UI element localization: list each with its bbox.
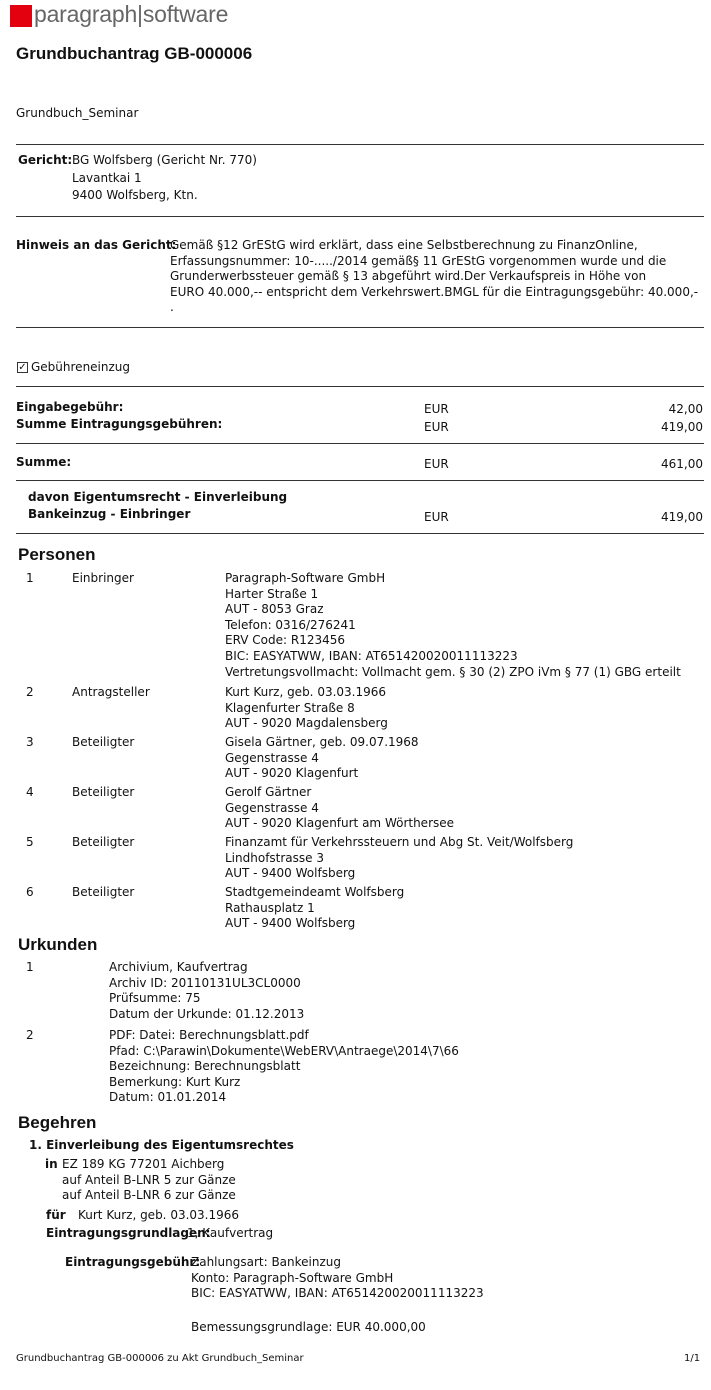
eintragungsgebuehr-line: Konto: Paragraph-Software GmbH bbox=[191, 1270, 394, 1285]
gebuehreneinzug-label: Gebühreneinzug bbox=[31, 360, 131, 374]
begehren-fuer-value: Kurt Kurz, geb. 03.03.1966 bbox=[78, 1208, 240, 1222]
person-role: Antragsteller bbox=[72, 685, 150, 699]
person-line: Harter Straße 1 bbox=[225, 586, 319, 601]
urkunde-nr: 1 bbox=[26, 960, 34, 974]
person-nr: 6 bbox=[26, 885, 34, 899]
urkunde-line: Bemerkung: Kurt Kurz bbox=[109, 1074, 241, 1089]
person-role: Beteiligter bbox=[72, 735, 135, 749]
urkunde-line: Bezeichnung: Berechnungsblatt bbox=[109, 1059, 301, 1074]
person-nr: 3 bbox=[26, 735, 34, 749]
person-line: Gegenstrasse 4 bbox=[225, 750, 319, 765]
summe-amount: 461,00 bbox=[661, 457, 703, 471]
urkunde-line: Archiv ID: 20110131UL3CL0000 bbox=[109, 975, 301, 990]
urkunde-line: Pfad: C:\Parawin\Dokumente\WebERV\Antraege\2014\7\66 bbox=[109, 1043, 459, 1058]
divider bbox=[16, 386, 704, 387]
gericht-label: Gericht: bbox=[18, 153, 73, 167]
begehren-in-label: in bbox=[45, 1157, 58, 1171]
person-line: Paragraph-Software GmbH bbox=[225, 571, 386, 585]
hinweis-label: Hinweis an das Gericht: bbox=[16, 238, 177, 252]
begehren-in-line: auf Anteil B-LNR 5 zur Gänze bbox=[62, 1172, 236, 1187]
urkunden-heading: Urkunden bbox=[18, 935, 98, 954]
begehren-item-title: 1. Einverleibung des Eigentumsrechtes bbox=[29, 1138, 294, 1152]
person-details bbox=[225, 735, 419, 782]
bemessungsgrundlage: Bemessungsgrundlage: EUR 40.000,00 bbox=[191, 1320, 426, 1334]
gericht-address bbox=[72, 153, 257, 204]
summe-eintragungsgebuehren-amount: 419,00 bbox=[661, 420, 703, 434]
person-nr: 5 bbox=[26, 835, 34, 849]
person-details bbox=[225, 835, 573, 882]
hinweis-line: Grunderwerbssteuer gemäß § 13 abgeführt wird.Der Verkaufspreis in Höhe von bbox=[170, 269, 647, 284]
person-line: AUT - 9020 Klagenfurt bbox=[225, 766, 359, 781]
page-number: 1/1 bbox=[684, 1353, 701, 1364]
summe-label: Summe: bbox=[16, 455, 72, 469]
person-line: Finanzamt für Verkehrssteuern und Abg St. Veit/Wolfsberg bbox=[225, 835, 574, 849]
eintragungsgrundlagen-value: 1, Kaufvertrag bbox=[187, 1226, 274, 1240]
person-details bbox=[225, 571, 681, 680]
eintragungsgebuehr-line: Zahlungsart: Bankeinzug bbox=[191, 1255, 341, 1269]
document-title: Grundbuchantrag GB-000006 bbox=[16, 44, 253, 63]
person-line: Kurt Kurz, geb. 03.03.1966 bbox=[225, 685, 387, 699]
person-line: Telefon: 0316/276241 bbox=[225, 617, 356, 632]
urkunde-line: Prüfsumme: 75 bbox=[109, 991, 201, 1006]
person-role: Einbringer bbox=[72, 571, 134, 585]
divider bbox=[16, 480, 704, 481]
hinweis-line: EURO 40.000,-- entspricht dem Verkehrswert.BMGL für die Eintragungsgebühr: 40.000,- bbox=[170, 284, 699, 299]
person-line: BIC: EASYATWW, IBAN: AT651420020011113223 bbox=[225, 648, 518, 663]
person-line: Stadtgemeindeamt Wolfsberg bbox=[225, 885, 405, 899]
person-details bbox=[225, 785, 454, 832]
eingabegebuehr-currency: EUR bbox=[424, 402, 449, 416]
urkunde-nr: 2 bbox=[26, 1028, 34, 1042]
divider bbox=[16, 443, 704, 444]
person-nr: 2 bbox=[26, 685, 34, 699]
person-line: AUT - 9400 Wolfsberg bbox=[225, 866, 356, 881]
footer-text: Grundbuchantrag GB-000006 zu Akt Grundbuch_Seminar bbox=[16, 1353, 304, 1364]
divider bbox=[16, 327, 704, 328]
eingabegebuehr-label: Eingabegebühr: bbox=[16, 400, 124, 414]
urkunde-line: PDF: Datei: Berechnungsblatt.pdf bbox=[109, 1028, 309, 1042]
summe-eintragungsgebuehren-label: Summe Eintragungsgebühren: bbox=[16, 417, 223, 431]
person-line: Klagenfurter Straße 8 bbox=[225, 700, 355, 715]
logo-square-icon bbox=[10, 5, 32, 27]
bankeinzug-label: Bankeinzug - Einbringer bbox=[28, 507, 191, 521]
divider bbox=[16, 144, 704, 145]
person-line: AUT - 8053 Graz bbox=[225, 602, 324, 617]
eingabegebuehr-amount: 42,00 bbox=[668, 402, 703, 416]
person-line: AUT - 9020 Magdalensberg bbox=[225, 716, 388, 731]
davon-currency: EUR bbox=[424, 510, 449, 524]
summe-eintragungsgebuehren-currency: EUR bbox=[424, 420, 449, 434]
person-line: AUT - 9020 Klagenfurt am Wörthersee bbox=[225, 816, 455, 831]
urkunde-details bbox=[109, 960, 304, 1022]
person-line: ERV Code: R123456 bbox=[225, 633, 346, 648]
hinweis-line: . bbox=[170, 300, 174, 315]
summe-currency: EUR bbox=[424, 457, 449, 471]
davon-amount: 419,00 bbox=[661, 510, 703, 524]
eintragungsgebuehr-label: Eintragungsgebühr: bbox=[65, 1255, 201, 1269]
divider bbox=[16, 216, 704, 217]
person-role: Beteiligter bbox=[72, 785, 135, 799]
person-nr: 4 bbox=[26, 785, 34, 799]
person-role: Beteiligter bbox=[72, 835, 135, 849]
begehren-in-details bbox=[62, 1157, 236, 1204]
person-line: AUT - 9400 Wolfsberg bbox=[225, 916, 356, 931]
person-line: Rathausplatz 1 bbox=[225, 900, 315, 915]
person-line: Lindhofstrasse 3 bbox=[225, 850, 324, 865]
person-line: Gegenstrasse 4 bbox=[225, 800, 319, 815]
divider bbox=[16, 533, 704, 534]
begehren-fuer-label: für bbox=[46, 1208, 66, 1222]
eintragungsgrundlagen-label: Eintragungsgrundlagen: bbox=[46, 1226, 211, 1240]
urkunde-line: Datum der Urkunde: 01.12.2013 bbox=[109, 1006, 305, 1021]
person-role: Beteiligter bbox=[72, 885, 135, 899]
eintragungsgebuehr-line: BIC: EASYATWW, IBAN: AT651420020011113223 bbox=[191, 1286, 484, 1301]
person-details bbox=[225, 685, 388, 732]
urkunde-line: Datum: 01.01.2014 bbox=[109, 1090, 227, 1105]
begehren-in-line: auf Anteil B-LNR 6 zur Gänze bbox=[62, 1188, 236, 1203]
eintragungsgebuehr-details bbox=[191, 1255, 484, 1302]
hinweis-text bbox=[170, 238, 698, 316]
gebuehreneinzug-checkbox[interactable]: ✓ bbox=[18, 362, 27, 373]
gericht-line: 9400 Wolfsberg, Ktn. bbox=[72, 188, 198, 203]
hinweis-line: Erfassungsnummer: 10-...../2014 gemäß§ 11 GrEStG vorgenommen wurde und die bbox=[170, 253, 667, 268]
hinweis-line: Gemäß §12 GrEStG wird erklärt, dass eine Selbstberechnung zu FinanzOnline, bbox=[170, 238, 638, 252]
gericht-line: Lavantkai 1 bbox=[72, 170, 142, 185]
urkunde-details bbox=[109, 1028, 459, 1106]
davon-label: davon Eigentumsrecht - Einverleibung bbox=[28, 490, 288, 504]
document-subtitle: Grundbuch_Seminar bbox=[16, 106, 139, 120]
person-line: Gerolf Gärtner bbox=[225, 785, 312, 799]
person-details bbox=[225, 885, 404, 932]
person-line: Vertretungsvollmacht: Vollmacht gem. § 30 (2) ZPO iVm § 77 (1) GBG erteilt bbox=[225, 664, 681, 679]
brand-logo: paragraph|software bbox=[34, 1, 229, 27]
urkunde-line: Archivium, Kaufvertrag bbox=[109, 960, 248, 974]
begehren-heading: Begehren bbox=[18, 1113, 97, 1132]
person-nr: 1 bbox=[26, 571, 34, 585]
personen-heading: Personen bbox=[18, 545, 96, 564]
gericht-line: BG Wolfsberg (Gericht Nr. 770) bbox=[72, 153, 257, 167]
person-line: Gisela Gärtner, geb. 09.07.1968 bbox=[225, 735, 419, 749]
begehren-in-line: EZ 189 KG 77201 Aichberg bbox=[62, 1157, 225, 1171]
